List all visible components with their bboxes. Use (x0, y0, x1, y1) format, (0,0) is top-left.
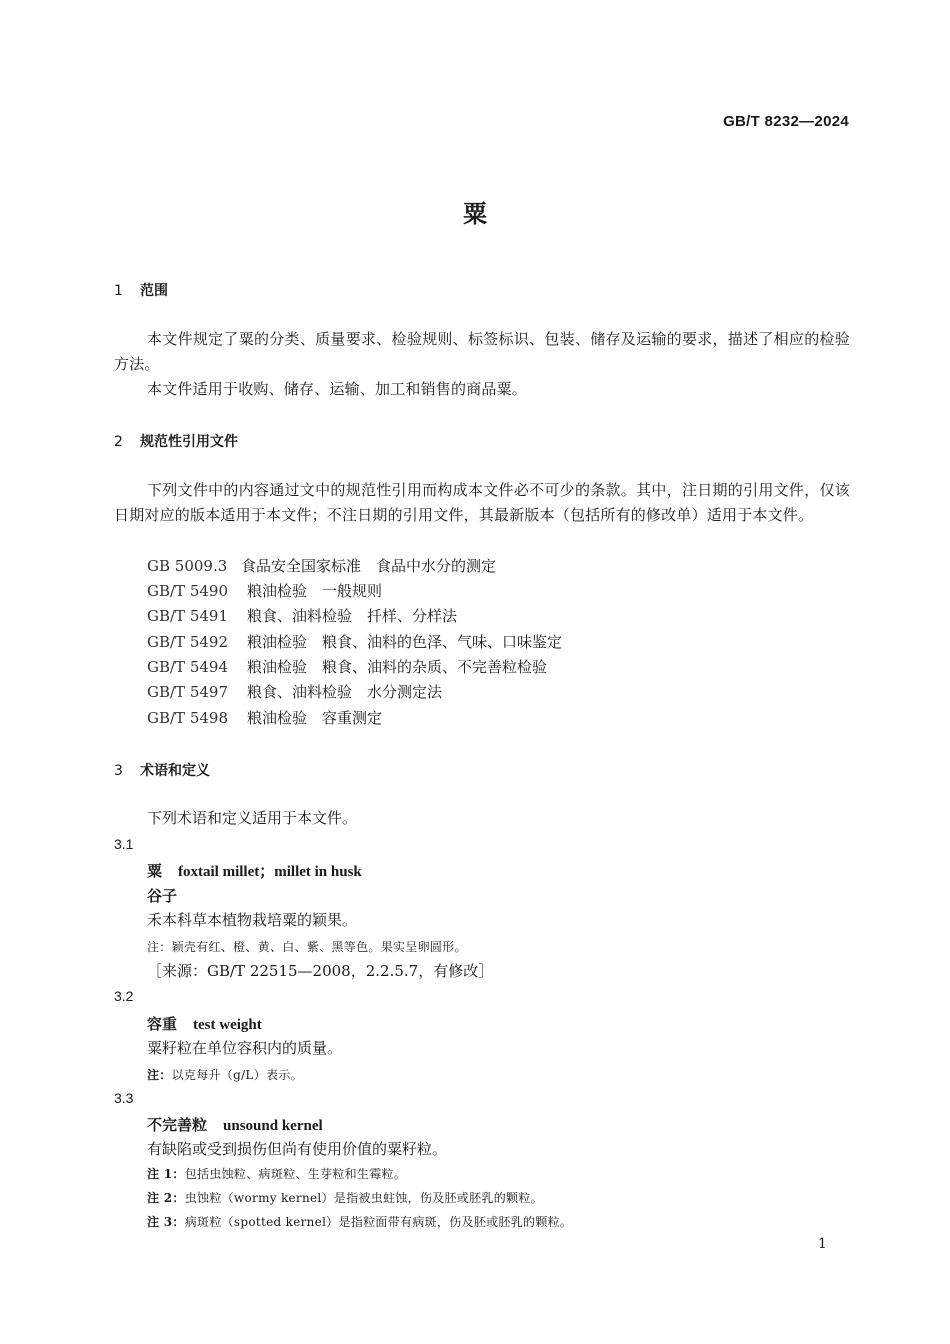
term-heading (147, 1013, 262, 1034)
section-title: 术语和定义 (140, 763, 210, 779)
term-alternative: 谷子 (147, 887, 178, 905)
note-text: 虫蚀粒（wormy kernel）是指被虫蛀蚀，伤及胚或胚乳的颗粒。 (184, 1191, 543, 1205)
scope-paragraph-2: 本文件适用于收购、储存、运输、加工和销售的商品粟。 (147, 380, 528, 398)
term-zh: 粟 (147, 862, 163, 880)
section-title: 范围 (140, 283, 168, 299)
section-number: 2 (114, 434, 123, 450)
section-heading-normative-references (114, 431, 238, 451)
term-note: 注：颖壳有红、橙、黄、白、紫、黑等色。果实呈卵圆形。 (147, 940, 467, 954)
reference-code: GB/T 5491 (147, 607, 229, 625)
term-en: foxtail millet；millet in husk (178, 864, 362, 880)
term-note (147, 1066, 303, 1083)
note-label: 注 3： (147, 1215, 185, 1229)
term-en: unsound kernel (223, 1118, 323, 1134)
section-heading-terms (114, 760, 210, 780)
note-label: 注 1： (147, 1167, 185, 1181)
reference-item (147, 657, 547, 677)
section-title: 规范性引用文件 (140, 434, 238, 450)
note-text: 包括虫蚀粒、病斑粒、生芽粒和生霉粒。 (184, 1167, 407, 1181)
reference-title: 粮油检验 粮食、油料的杂质、不完善粒检验 (247, 658, 548, 676)
page-number: 1 (818, 1236, 827, 1252)
term-note (147, 1189, 543, 1206)
term-zh: 容重 (147, 1015, 178, 1033)
term-number: 3.2 (114, 988, 134, 1004)
reference-item (147, 606, 457, 626)
reference-item (147, 581, 382, 601)
standard-number: GB/T 8232—2024 (723, 113, 849, 130)
section-number: 1 (114, 283, 123, 299)
term-definition: 粟籽粒在单位容积内的质量。 (147, 1039, 343, 1057)
reference-code: GB/T 5497 (147, 683, 229, 701)
term-note (147, 1165, 406, 1182)
note-text: 病斑粒（spotted kernel）是指粒面带有病斑，伤及胚或胚乳的颗粒。 (184, 1215, 573, 1229)
reference-code: GB/T 5492 (147, 633, 229, 651)
term-en: test weight (193, 1017, 262, 1033)
term-note (147, 1213, 572, 1230)
note-label: 注： (147, 1068, 172, 1082)
reference-code: GB 5009.3 (147, 557, 228, 575)
term-number: 3.1 (114, 836, 134, 852)
note-label: 注 2： (147, 1191, 185, 1205)
document-title: 粟 (463, 200, 487, 228)
term-definition: 有缺陷或受到损伤但尚有使用价值的粟籽粒。 (147, 1140, 448, 1158)
reference-title: 粮食、油料检验 扦样、分样法 (247, 607, 458, 625)
term-definition: 禾本科草本植物栽培粟的颖果。 (147, 911, 358, 929)
reference-code: GB/T 5490 (147, 582, 229, 600)
term-heading (147, 1114, 323, 1135)
note-text: 以克每升（g/L）表示。 (171, 1068, 303, 1082)
scope-paragraph-1: 本文件规定了粟的分类、质量要求、检验规则、标签标识、包装、储存及运输的要求，描述了相应的检验方法。 (114, 330, 850, 373)
reference-code: GB/T 5498 (147, 709, 229, 727)
reference-title: 食品安全国家标准 食品中水分的测定 (241, 557, 497, 575)
term-heading (147, 860, 362, 881)
section-number: 3 (114, 763, 123, 779)
references-intro: 下列文件中的内容通过文中的规范性引用而构成本文件必不可少的条款。其中，注日期的引用文件，仅该日期对应的版本适用于本文件；不注日期的引用文件，其最新版本（包括所有的修改单）适用于本文件。 (114, 481, 850, 524)
reference-item (147, 632, 562, 652)
terms-intro: 下列术语和定义适用于本文件。 (147, 809, 358, 827)
reference-title: 粮食、油料检验 水分测定法 (247, 683, 443, 701)
reference-title: 粮油检验 一般规则 (247, 582, 383, 600)
term-number: 3.3 (114, 1090, 134, 1106)
section-heading-scope (114, 280, 168, 300)
term-source: ［来源：GB/T 22515—2008，2.2.5.7，有修改］ (147, 962, 494, 980)
reference-item (147, 708, 382, 728)
reference-title: 粮油检验 容重测定 (247, 709, 383, 727)
reference-code: GB/T 5494 (147, 658, 229, 676)
reference-title: 粮油检验 粮食、油料的色泽、气味、口味鉴定 (247, 633, 563, 651)
term-zh: 不完善粒 (147, 1116, 208, 1134)
reference-item (147, 556, 496, 576)
reference-item (147, 682, 442, 702)
